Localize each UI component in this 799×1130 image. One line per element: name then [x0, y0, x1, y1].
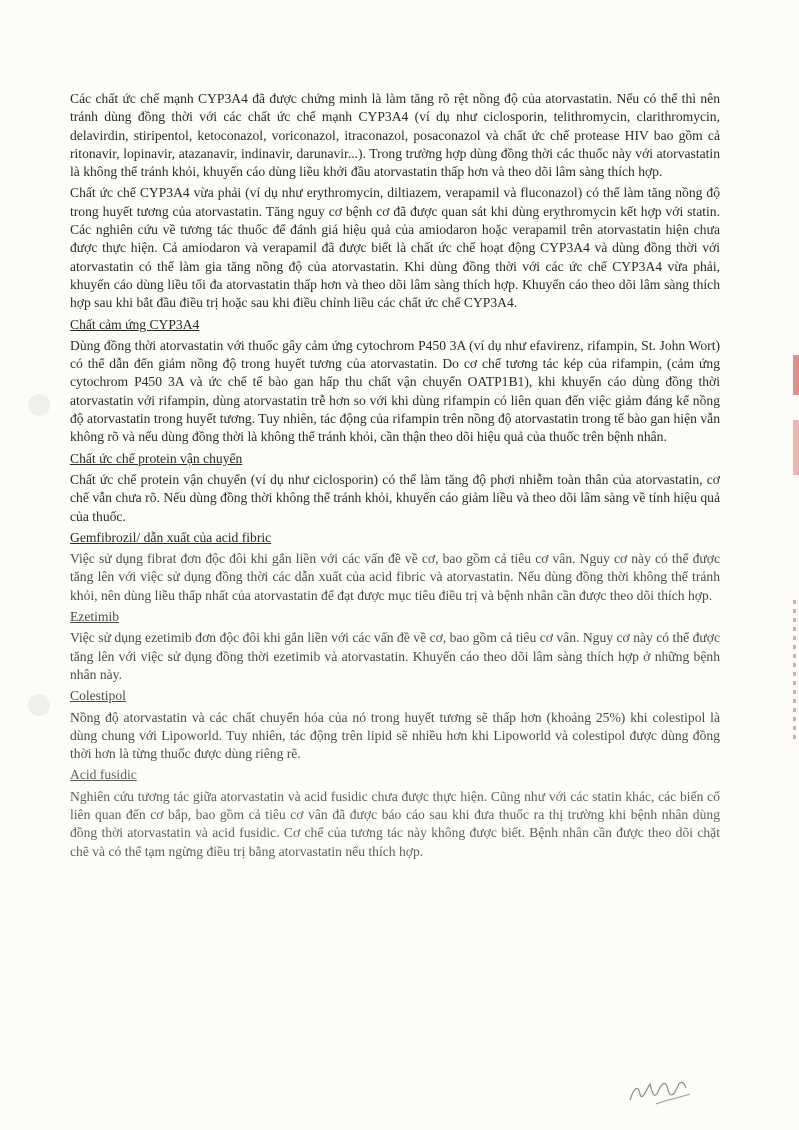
punch-hole-bottom	[28, 694, 50, 716]
page-edge-mark	[793, 600, 796, 740]
paragraph-strong-cyp3a4-inhibitors: Các chất ức chế mạnh CYP3A4 đã được chứng minh là làm tăng rõ rệt nồng độ của atorvastatin. Nếu có thể thì nên tránh dùng đồng thời với các chất ức chế mạnh CYP3A4 (ví dụ như ciclosporin, telithromycin, clarithromycin, delavirdin, stiripentol, ketoconazol, voriconazol, itraconazol, posaconazol và chất ức chế protease HIV bao gồm cả ritonavir, lopinavir, atazanavir, indinavir, darunavir...). Trong trường hợp dùng đồng thời các thuốc này với atorvastatin là không thể tránh khỏi, khuyến cáo dùng liều khởi đầu atorvastatin thấp hơn và theo dõi lâm sàng thích hợp.	[70, 91, 720, 180]
paragraph-acid-fusidic: Nghiên cứu tương tác giữa atorvastatin và acid fusidic chưa được thực hiện. Cũng như với các statin khác, các biến cố liên quan đến cơ bắp, bao gồm cả tiêu cơ vân đã được báo cáo sau khi đưa thuốc ra thị trường khi bệnh nhân dùng đồng thời atorvastatin và acid fusidic. Cơ chế của tương tác này không được biết. Bệnh nhân cần được theo dõi chặt chẽ và có thể tạm ngừng điều trị bằng atorvastatin nếu thích hợp.	[70, 788, 720, 859]
heading-ezetimib: Ezetimib	[70, 609, 120, 625]
heading-gemfibrozil: Gemfibrozil/ dẫn xuất của acid fibric	[70, 529, 272, 545]
heading-transport-protein-inhibitors: Chất ức chế protein vận chuyển	[70, 450, 243, 466]
document-body	[70, 90, 720, 864]
paragraph-ezetimib: Việc sử dụng ezetimib đơn độc đôi khi gắn liền với các vấn đề về cơ, bao gồm cả tiêu cơ vân. Nguy cơ này có thể được tăng lên với việc sử dụng đồng thời ezetimib và atorvastatin. Khuyến cáo theo dõi lâm sàng thích hợp ở những bệnh nhân này.	[70, 630, 720, 682]
heading-acid-fusidic: Acid fusidic	[70, 767, 137, 783]
paragraph-transport-protein-inhibitors: Chất ức chế protein vận chuyển (ví dụ như ciclosporin) có thể làm tăng độ phơi nhiễm toàn thân của atorvastatin, cơ chế vẫn chưa rõ. Nếu dùng đồng thời không thể tránh khỏi, khuyến cáo giảm liều và theo dõi lâm sàng về tính hiệu quả của thuốc.	[70, 471, 720, 524]
page-edge-mark	[793, 420, 799, 475]
handwritten-signature	[626, 1070, 696, 1110]
paragraph-gemfibrozil: Việc sử dụng fibrat đơn độc đôi khi gắn liền với các vấn đề về cơ, bao gồm cả tiêu cơ vân. Nguy cơ này có thể được tăng lên với việc sử dụng đồng thời các dẫn xuất của acid fibric và atorvastatin. Nếu dùng đồng thời không thể tránh khỏi, nên dùng liều thấp nhất của atorvastatin để đạt được mục tiêu điều trị và bệnh nhân cần được theo dõi thích hợp.	[70, 551, 720, 603]
punch-hole-top	[28, 394, 50, 416]
paragraph-cyp3a4-inducers: Dùng đồng thời atorvastatin với thuốc gây cảm ứng cytochrom P450 3A (ví dụ như efavirenz, rifampin, St. John Wort) có thể dẫn đến giảm nồng độ trong huyết tương của atorvastatin. Do cơ chế tương tác kép của rifampin, (cảm ứng cytochrom P450 3A và ức chế tế bào gan hấp thu chất vận chuyển OATP1B1), khi khuyến cáo dùng đồng thời atorvastatin với rifampin, dùng atorvastatin trễ hơn so với khi dùng rifampin có liên quan đến việc giảm đáng kể nồng độ atorvastatin trong huyết tương. Tuy nhiên, tác động của rifampin trên nồng độ atorvastatin trong tế bào gan hiện vẫn không rõ và nếu dùng đồng thời là không thể tránh khỏi, cần thận theo dõi hiệu quả của thuốc trên bệnh nhân.	[70, 337, 720, 445]
page-edge-mark	[793, 355, 799, 395]
heading-cyp3a4-inducers: Chất cảm ứng CYP3A4	[70, 316, 200, 332]
paragraph-moderate-cyp3a4-inhibitors: Chất ức chế CYP3A4 vừa phải (ví dụ như erythromycin, diltiazem, verapamil và fluconazol) có thể làm tăng nồng độ trong huyết tương của atorvastatin. Tăng nguy cơ bệnh cơ đã được quan sát khi dùng erythromycin kết hợp với statin. Các nghiên cứu về tương tác thuốc để đánh giá hiệu quả của amiodaron hoặc verapamil trên atorvastatin hiện chưa được thực hiện. Cả amiodaron và verapamil đã được biết là chất ức chế hoạt động CYP3A4 và dùng đồng thời với atorvastatin có thể làm gia tăng nồng độ của atorvastatin. Khi dùng đồng thời với các ức chế CYP3A4 vừa phải, khuyến cáo dùng liều tối đa atorvastatin thấp hơn và theo dõi lâm sàng thích hợp. Khuyến cáo theo dõi lâm sàng thích hợp sau khi bắt đầu điều trị hoặc sau khi điều chỉnh liều các chất ức chế CYP3A4.	[70, 185, 720, 311]
heading-colestipol: Colestipol	[70, 688, 126, 704]
paragraph-colestipol: Nồng độ atorvastatin và các chất chuyển hóa của nó trong huyết tương sẽ thấp hơn (khoảng 25%) khi colestipol là dùng chung với Lipoworld. Tuy nhiên, tác động trên lipid sẽ nhiều hơn khi Lipoworld và colestipol được dùng đồng thời hơn là từng thuốc được dùng riêng rẽ.	[70, 709, 720, 762]
